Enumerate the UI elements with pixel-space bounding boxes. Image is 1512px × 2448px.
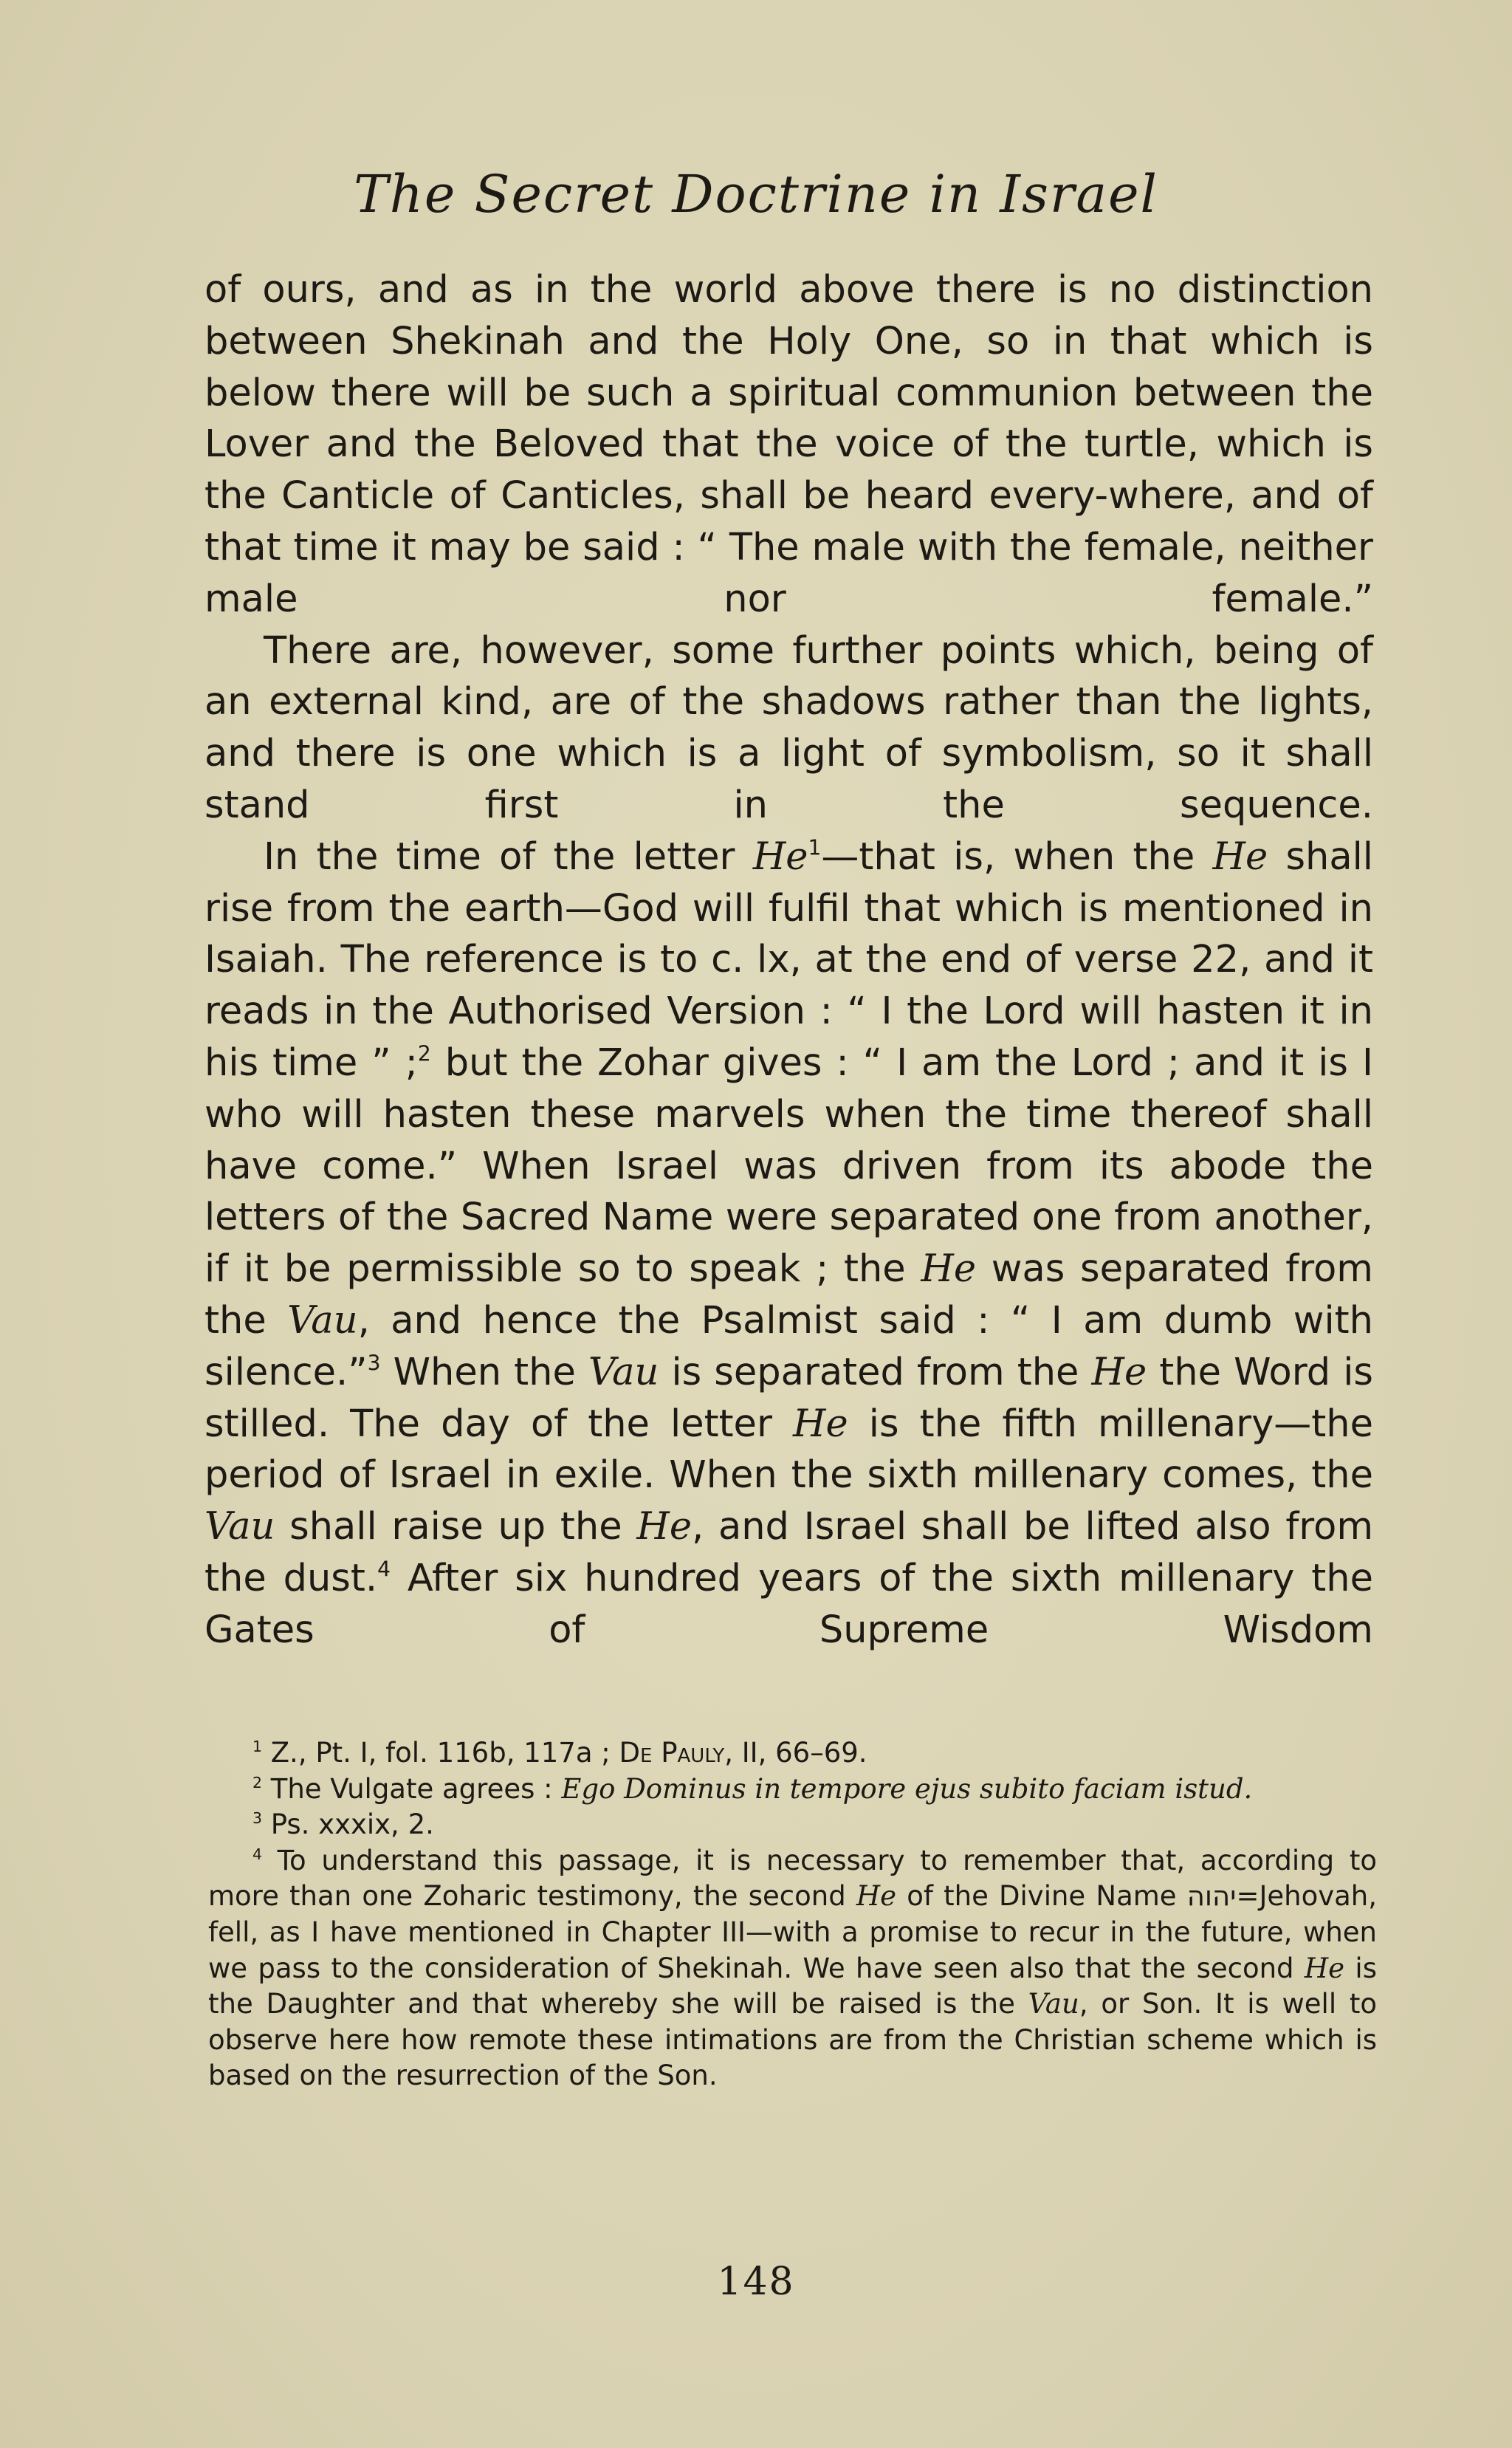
italic-term: Vau (205, 1505, 275, 1549)
italic-term: He (752, 834, 808, 879)
italic-term: He (1212, 834, 1268, 879)
italic-term: He (1304, 1952, 1345, 1984)
italic-term: He (856, 1880, 897, 1913)
text-run: Ps. xxxix, 2. (261, 1808, 434, 1841)
paragraph-1: of ours, and as in the world above there is no distinction between Shekinah and the Holy One, so in that which is below there will be such a spiritual communion between the Lover and the Beloved that the voice of the turtle, which is the Canticle of Canticles, shall be heard every-where, and of that time it may be said : “ The male with the female, neither male nor female.” (205, 268, 1373, 621)
footnote-mark: 4 (252, 1845, 262, 1863)
hebrew-name: יהוה (1186, 1880, 1237, 1913)
italic-term: He (793, 1402, 848, 1446)
running-title: The Secret Doctrine in Israel (354, 164, 1158, 224)
italic-term: He (636, 1505, 693, 1549)
footnote-3 (208, 1807, 1377, 1843)
text-run: In the time of the letter (264, 834, 753, 879)
author-name: De Pauly (619, 1737, 725, 1769)
text-run: , and Israel shall be lifted also from the dust. (205, 1505, 1374, 1600)
footnote-mark: 1 (252, 1737, 262, 1755)
text-run: =Jehovah, fell, as I have mentioned in Chapter III—with a promise to recur in the future, when we pass to the consideration of Shekinah. We have seen also that the second (208, 1880, 1377, 1984)
main-text (205, 264, 1373, 1656)
italic-term: He (921, 1247, 977, 1292)
text-run: is separated from the (659, 1350, 1092, 1394)
text-run: , II, 66–69. (724, 1737, 867, 1769)
text-run: When the (380, 1350, 588, 1394)
footnote-2 (208, 1772, 1377, 1808)
footnote-1 (208, 1735, 1377, 1772)
text-run: the Word is stilled. The day of the letter (205, 1350, 1373, 1446)
italic-term: Vau (588, 1350, 659, 1394)
footnotes (208, 1735, 1377, 2094)
footnote-mark: 3 (252, 1808, 262, 1827)
paragraph-3 (205, 832, 1373, 1656)
italic-term: Vau (1028, 1988, 1079, 2020)
text-run: —that is, when the (821, 834, 1213, 879)
text-run: was separated from the (205, 1247, 1373, 1343)
text-run: of the Divine Name (896, 1880, 1187, 1913)
text-run: The Vulgate agrees : (261, 1772, 562, 1805)
italic-term: Vau (287, 1298, 358, 1343)
italic-term: He (1091, 1350, 1147, 1394)
text-run: shall raise up the (275, 1505, 637, 1549)
text-run: , and hence the Psalmist said : “ I am dumb with silence.” (205, 1298, 1373, 1394)
page-number: 148 (717, 2260, 795, 2304)
text-run: is the fifth millenary—the period of Israel in exile. When the sixth millenary comes, the (205, 1402, 1373, 1498)
footnote-4 (208, 1843, 1377, 2094)
text-run: but the Zohar gives : “ I am the Lord ; and it is I who will hasten these marvels when the time thereof shall have come.” When Israel was driven from its abode the letters of the Sacred Name were separated one from another, if it be permissible so to speak ; the (205, 1040, 1373, 1292)
text-run: is the Daughter and that whereby she will be raised is the (208, 1952, 1377, 2020)
text-run: Z., Pt. I, fol. 116b, 117a ; (261, 1737, 619, 1769)
footnote-mark: 2 (252, 1773, 262, 1792)
text-run: , or Son. It is well to observe here how remote these intimations are from the Christian scheme which is based on the resurrection of the Son. (208, 1988, 1377, 2092)
footnote-ref: 3 (367, 1351, 381, 1376)
footnote-ref: 2 (417, 1041, 431, 1066)
latin-quote: Ego Dominus in tempore ejus subito faciam istud. (561, 1772, 1253, 1805)
paragraph-2: There are, however, some further points which, being of an external kind, are of the shadows rather than the lights, and there is one which is a light of symbolism, so it shall stand first in the sequence. (205, 628, 1373, 827)
text-run: After six hundred years of the sixth millenary the Gates of Supreme Wisdom (205, 1556, 1373, 1652)
footnote-ref: 1 (808, 835, 822, 860)
footnote-ref: 4 (377, 1557, 391, 1582)
text-run: To understand this passage, it is necessary to remember that, according to more than one Zoharic testimony, the second (208, 1844, 1377, 1913)
text-run: shall rise from the earth—God will fulfil that which is mentioned in Isaiah. The reference is to c. lx, at the end of verse 22, and it reads in the Authorised Version : “ I the Lord will hasten it in his time ” ; (205, 834, 1373, 1085)
